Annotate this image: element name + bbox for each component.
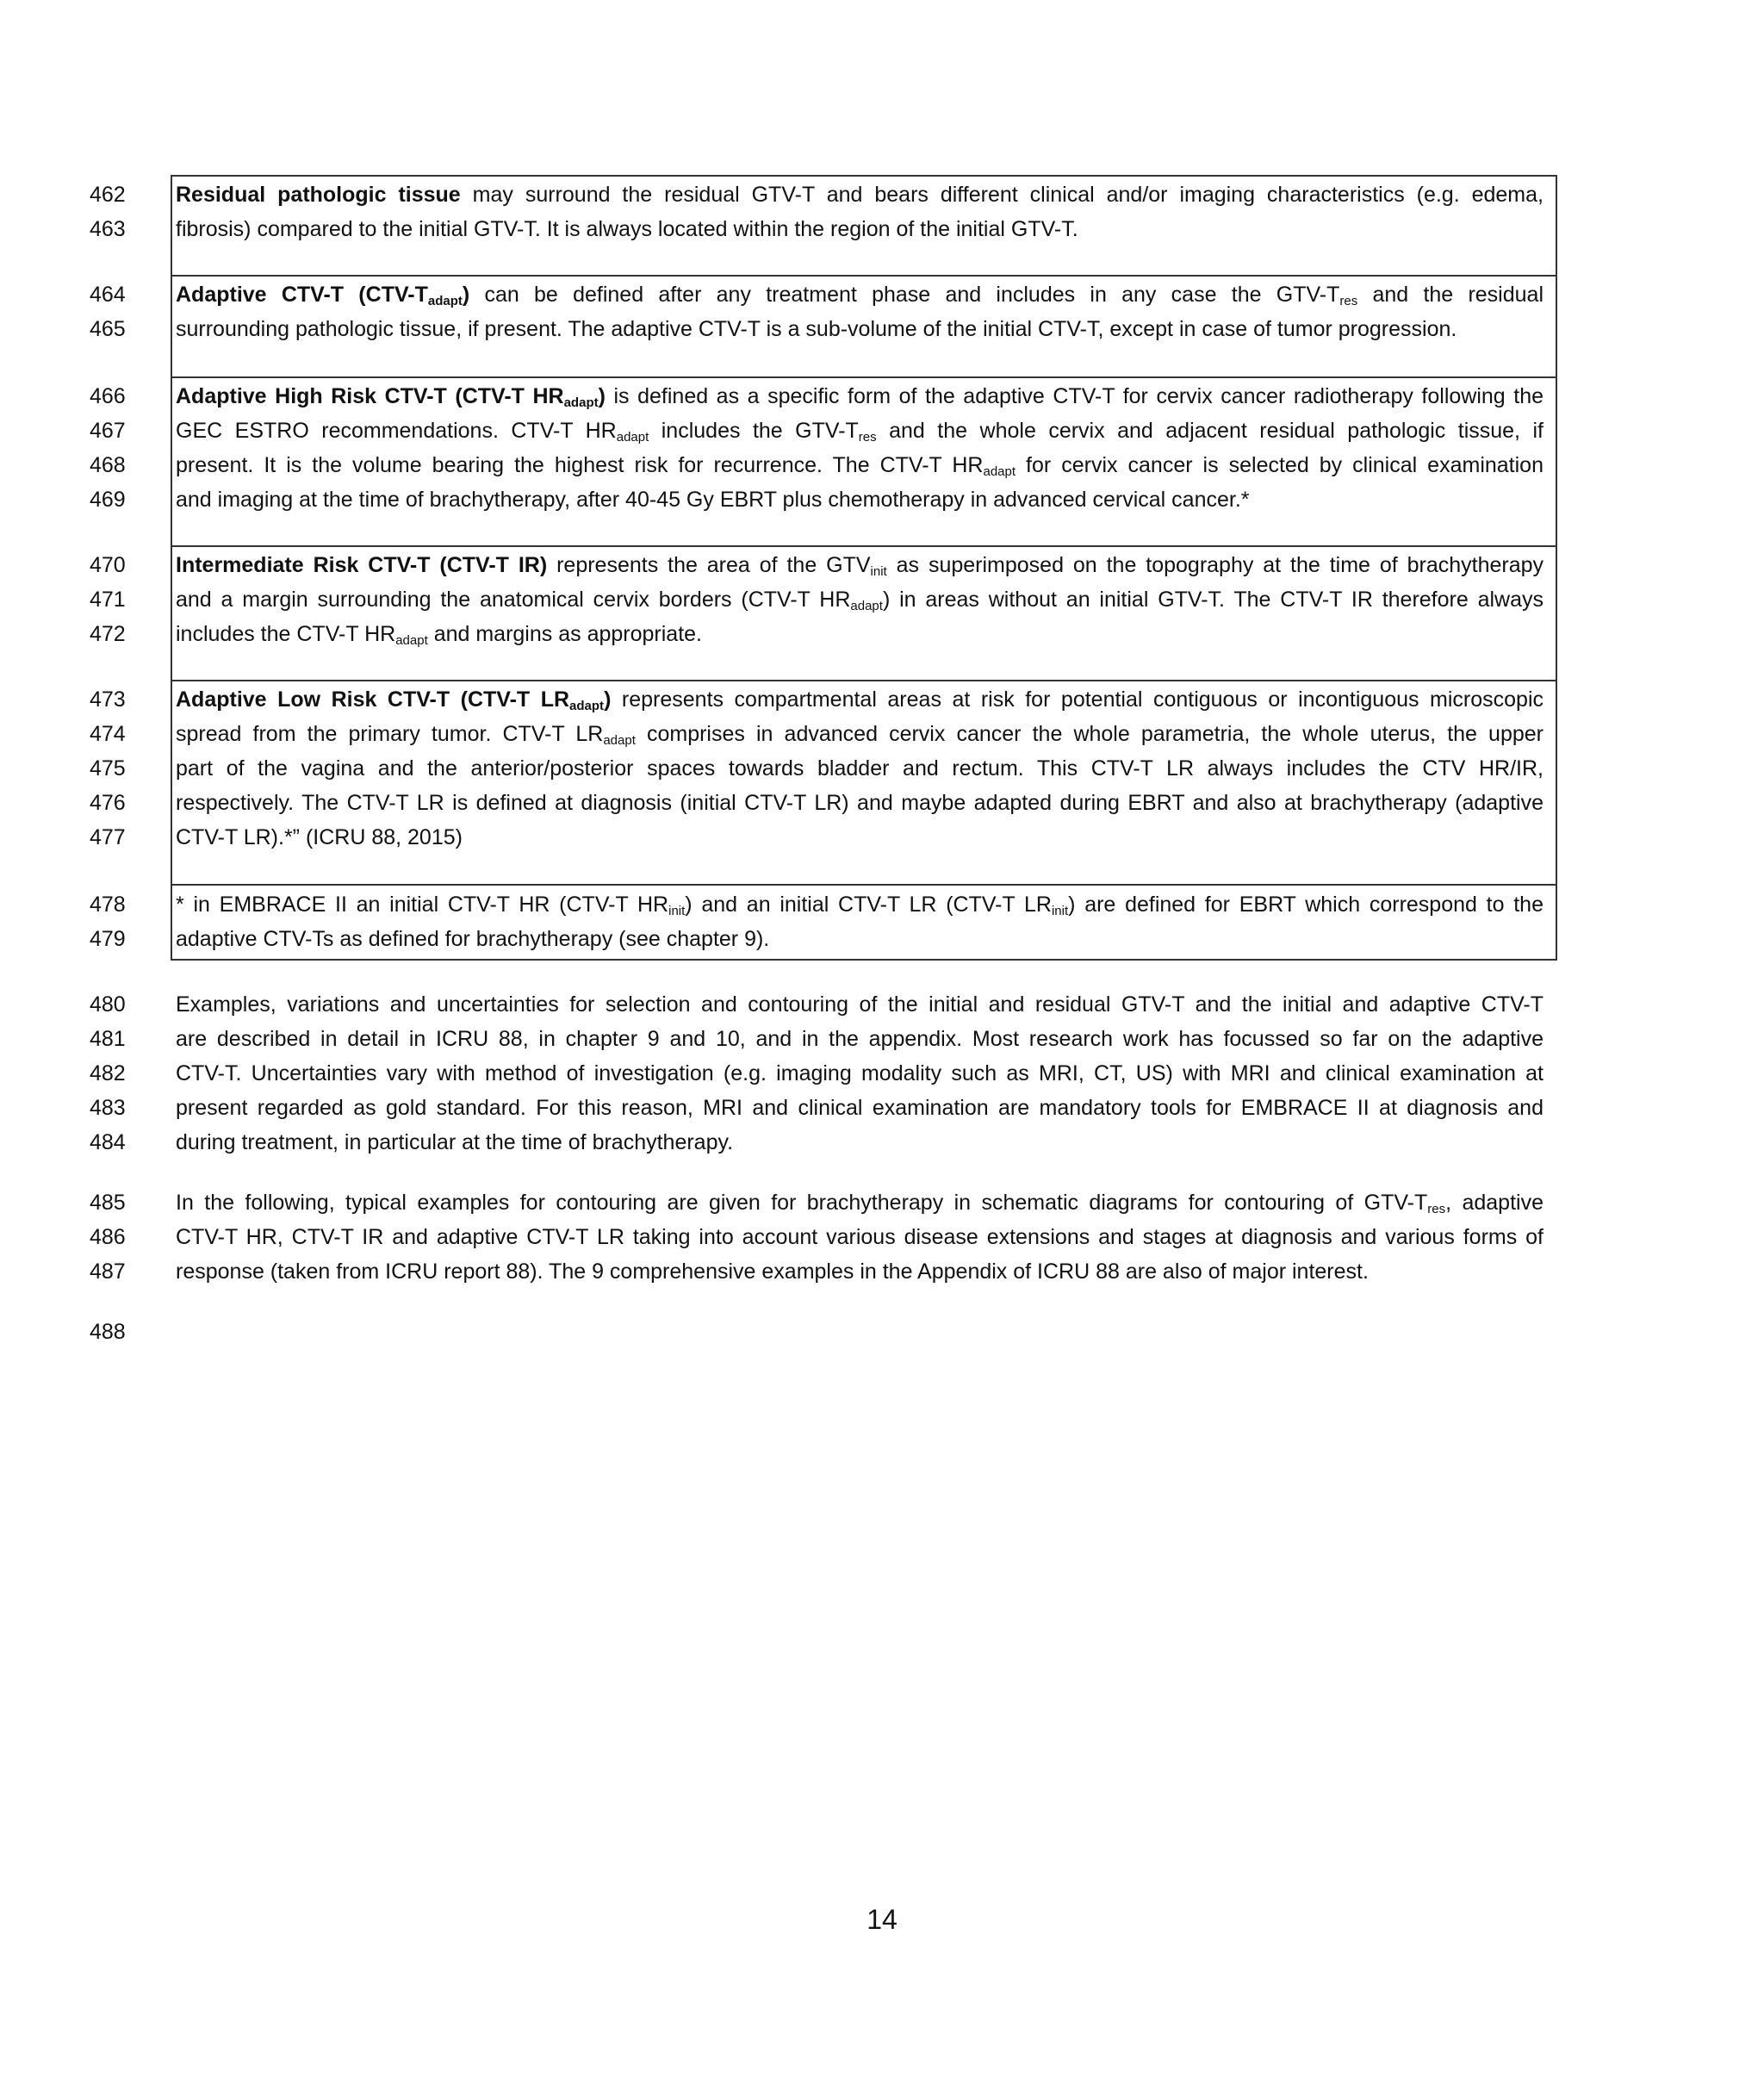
subscript: res — [1339, 294, 1358, 308]
text-span: , adaptive — [1445, 1191, 1544, 1215]
line-number: 464 — [90, 283, 126, 307]
text-span: represents compartmental areas at risk for potential contiguous or incontiguous microscopic — [611, 687, 1544, 712]
text-span: ) in areas without an initial GTV-T. The CTV-T IR therefore always — [882, 588, 1544, 612]
subscript: adapt — [563, 395, 599, 410]
term-heading — [176, 687, 611, 712]
line-number: 473 — [90, 687, 126, 712]
line-number: 467 — [90, 419, 126, 443]
text-line: respectively. The CTV-T LR is defined at diagnosis (initial CTV-T LR) and maybe adapted during EBRT and also at brachytherapy (adaptive — [176, 791, 1544, 815]
subscript: res — [1427, 1202, 1446, 1216]
subscript: adapt — [569, 699, 605, 713]
text-span: In the following, typical examples for contouring are given for brachytherapy in schematic diagrams for contouring of GTV-T — [176, 1191, 1428, 1215]
text-line — [176, 887, 1544, 922]
text-line: response (taken from ICRU report 88). The 9 comprehensive examples in the Appendix of ICRU 88 are also of major interest. — [176, 1259, 1369, 1284]
subscript: adapt — [395, 633, 428, 648]
text-line: and imaging at the time of brachytherapy, after 40-45 Gy EBRT plus chemotherapy in advanced cervical cancer.* — [176, 488, 1250, 512]
subscript: res — [858, 430, 877, 445]
text-span: includes the CTV-T HR — [176, 622, 396, 646]
text-span: GEC ESTRO recommendations. CTV-T HR — [176, 419, 617, 443]
text-span: Adaptive High Risk CTV-T (CTV-T HR — [176, 384, 564, 408]
subscript: init — [1051, 904, 1069, 918]
subscript: adapt — [983, 464, 1016, 479]
subscript: adapt — [850, 599, 883, 613]
text-line: CTV-T HR, CTV-T IR and adaptive CTV-T LR taking into account various disease extensions and stages at diagnosis and various forms of — [176, 1225, 1544, 1249]
line-number: 481 — [90, 1027, 126, 1051]
text-span: and margins as appropriate. — [427, 622, 702, 646]
text-span: Adaptive Low Risk CTV-T (CTV-T LR — [176, 687, 570, 712]
text-span: and the residual — [1357, 283, 1544, 307]
line-number: 480 — [90, 992, 126, 1017]
text-span: comprises in advanced cervix cancer the whole parametria, the whole uterus, the upper — [635, 722, 1544, 746]
text-span: and a margin surrounding the anatomical cervix borders (CTV-T HR — [176, 588, 851, 612]
text-span: may surround the residual GTV-T and bears different clinical and/or imaging characteristics (e.g. edema, — [460, 183, 1544, 207]
text-line — [176, 414, 1544, 448]
text-span: ) — [598, 384, 606, 408]
line-number: 465 — [90, 317, 126, 341]
text-line: are described in detail in ICRU 88, in chapter 9 and 10, and in the appendix. Most research work has focussed so far on the adaptive — [176, 1027, 1544, 1051]
line-number: 483 — [90, 1096, 126, 1120]
subscript: adapt — [616, 430, 649, 445]
term-heading: Residual pathologic tissue — [176, 183, 461, 207]
line-number: 477 — [90, 825, 126, 849]
subscript: adapt — [603, 733, 636, 748]
text-span: and the whole cervix and adjacent residual pathologic tissue, if — [876, 419, 1544, 443]
text-line — [176, 617, 1544, 651]
text-line — [176, 582, 1544, 617]
text-span: represents the area of the GTV — [547, 553, 871, 577]
text-line: fibrosis) compared to the initial GTV-T. It is always located within the region of the initial GTV-T. — [176, 217, 1078, 241]
line-number: 470 — [90, 553, 126, 577]
line-number: 463 — [90, 217, 126, 241]
text-line: surrounding pathologic tissue, if present. The adaptive CTV-T is a sub-volume of the initial CTV-T, except in case of tumor progression. — [176, 317, 1457, 341]
subscript: init — [668, 904, 686, 918]
line-number: 476 — [90, 791, 126, 815]
text-line — [176, 717, 1544, 751]
line-number: 485 — [90, 1191, 126, 1215]
text-span: can be defined after any treatment phase and includes in any case the GTV-T — [469, 283, 1340, 307]
text-line — [176, 448, 1544, 482]
line-number: 479 — [90, 927, 126, 951]
text-span: is defined as a specific form of the adaptive CTV-T for cervix cancer radiotherapy following the — [605, 384, 1544, 408]
line-number: 488 — [90, 1320, 126, 1344]
page-number: 14 — [866, 1904, 898, 1935]
text-line — [176, 548, 1544, 582]
text-span: ) and an initial CTV-T LR (CTV-T LR — [685, 893, 1052, 917]
line-number: 466 — [90, 384, 126, 408]
text-span: Adaptive CTV-T (CTV-T — [176, 283, 428, 307]
line-number: 469 — [90, 488, 126, 512]
term-heading — [176, 283, 469, 307]
text-line — [176, 682, 1544, 717]
line-number: 474 — [90, 722, 126, 746]
line-number: 468 — [90, 453, 126, 477]
text-span: spread from the primary tumor. CTV-T LR — [176, 722, 604, 746]
line-number: 484 — [90, 1130, 126, 1154]
subscript: adapt — [427, 294, 463, 308]
line-number: 482 — [90, 1061, 126, 1085]
text-line: present regarded as gold standard. For this reason, MRI and clinical examination are mandatory tools for EMBRACE II at diagnosis and — [176, 1096, 1544, 1120]
text-line: part of the vagina and the anterior/posterior spaces towards bladder and rectum. This CTV-T LR always includes the CTV HR/IR, — [176, 756, 1544, 781]
text-span: includes the GTV-T — [649, 419, 859, 443]
subscript: init — [870, 564, 887, 579]
text-span: ) — [604, 687, 612, 712]
line-number: 471 — [90, 588, 126, 612]
text-line: CTV-T. Uncertainties vary with method of investigation (e.g. imaging modality such as MRI, CT, US) with MRI and clinical examination at — [176, 1061, 1544, 1085]
term-heading: Intermediate Risk CTV-T (CTV-T IR) — [176, 553, 548, 577]
text-span: as superimposed on the topography at the time of brachytherapy — [886, 553, 1544, 577]
text-span: ) are defined for EBRT which correspond to the — [1068, 893, 1544, 917]
text-line: during treatment, in particular at the time of brachytherapy. — [176, 1130, 734, 1154]
text-line — [176, 379, 1544, 414]
text-line — [176, 277, 1544, 312]
text-span: present. It is the volume bearing the highest risk for recurrence. The CTV-T HR — [176, 453, 984, 477]
line-number: 475 — [90, 756, 126, 781]
line-number: 472 — [90, 622, 126, 646]
text-line: Examples, variations and uncertainties for selection and contouring of the initial and residual GTV-T and the initial and adaptive CTV-T — [176, 992, 1544, 1017]
text-line: CTV-T LR).*” (ICRU 88, 2015) — [176, 825, 463, 849]
line-number: 487 — [90, 1259, 126, 1284]
text-line — [176, 177, 1544, 212]
text-span: ) — [462, 283, 470, 307]
text-line: adaptive CTV-Ts as defined for brachytherapy (see chapter 9). — [176, 927, 770, 951]
text-span: * in EMBRACE II an initial CTV-T HR (CTV-T HR — [176, 893, 669, 917]
line-number: 486 — [90, 1225, 126, 1249]
text-span: for cervix cancer is selected by clinical examination — [1016, 453, 1544, 477]
line-number: 462 — [90, 183, 126, 207]
line-number: 478 — [90, 893, 126, 917]
term-heading — [176, 384, 606, 408]
text-line — [176, 1185, 1544, 1220]
